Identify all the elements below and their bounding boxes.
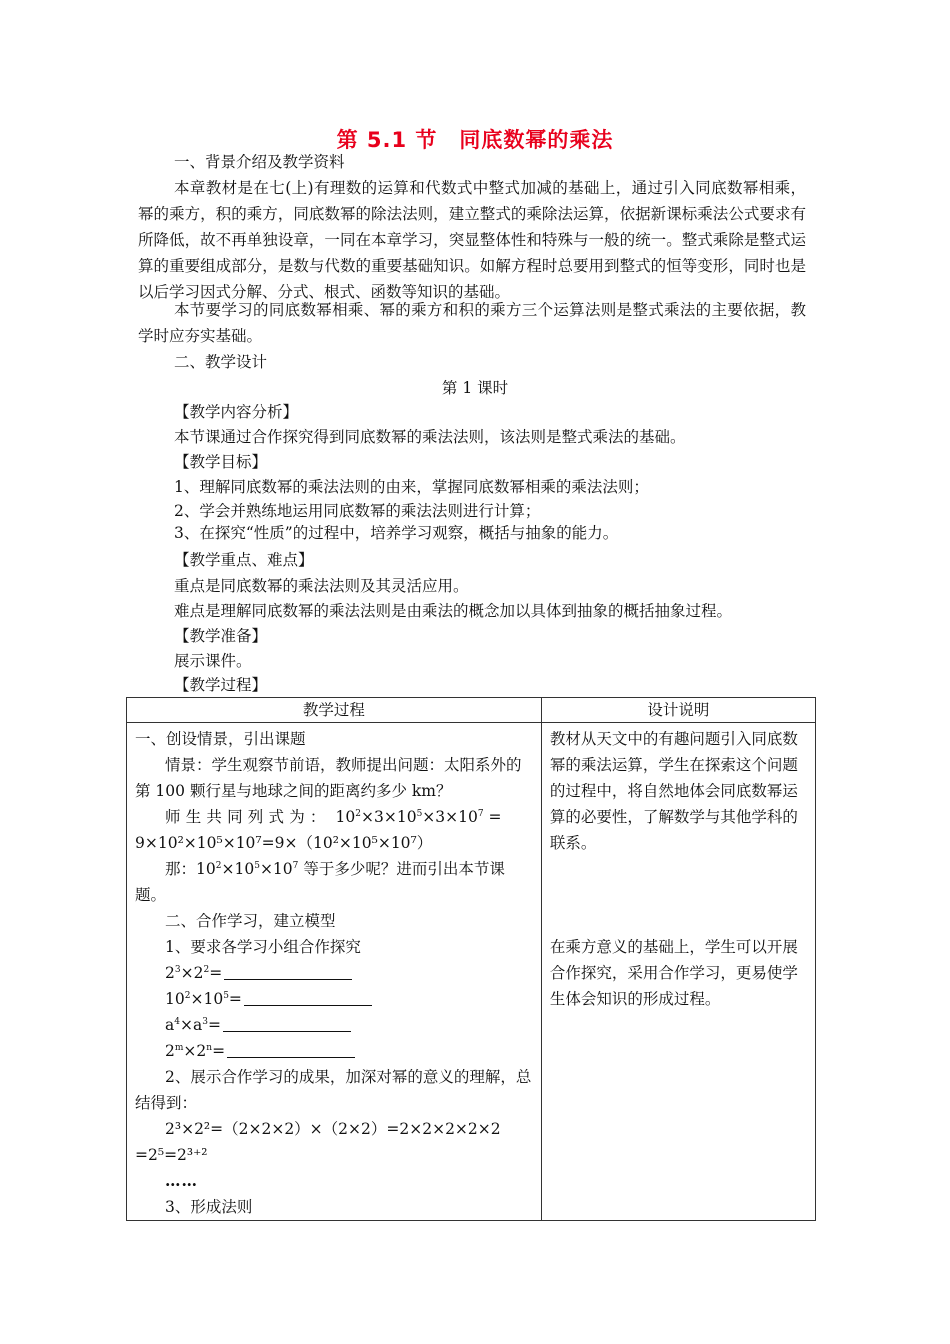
table-row xyxy=(127,723,816,1221)
phase-2-step-1: 1、要求各学习小组合作探究 xyxy=(165,938,361,956)
preparation-text: 展示课件。 xyxy=(174,652,252,670)
goal-item-3: 3、在探究“性质”的过程中，培养学习观察，概括与抽象的能力。 xyxy=(174,524,619,542)
goals-label: 【教学目标】 xyxy=(174,453,268,471)
design-note-2: 在乘方意义的基础上，学生可以开展合作探究，采用合作学习，更易使学生体会知识的形成过程。 xyxy=(549,938,798,1008)
phase-2-title: 二、合作学习，建立模型 xyxy=(165,912,336,930)
background-paragraph-2: 本节要学习的同底数幂相乘、幂的乘方和积的乘方三个运算法则是整式乘法的主要依据，教学时应夯实基础。 xyxy=(138,301,806,345)
answer-blank xyxy=(227,1041,355,1058)
process-cell xyxy=(127,723,542,1221)
phase-2-result-cont: =2⁵=2³⁺² xyxy=(135,1146,208,1164)
table-header-row xyxy=(127,698,816,723)
lesson-label: 第 1 课时 xyxy=(441,379,509,397)
background-paragraph-1: 本章教材是在七(上)有理数的运算和代数式中整式加减的基础上，通过引入同底数幂相乘，幂的乘方，积的乘方，同底数幂的除法法则，建立整式的乘除法运算，依据新课标乘法公式要求有所降低，故不再单独设章，一同在本章学习，突显整体性和特殊与一般的统一。整式乘除是整式运算的重要组成部分，是数与代数的重要基础知识。如解方程时总要用到整式的恒等变形，同时也是以后学习因式分解、分式、根式、函数等知识的基础。 xyxy=(138,179,806,301)
answer-blank xyxy=(223,1015,351,1032)
design-note-1: 教材从天文中的有趣问题引入同底数幂的乘法运算，学生在探索这个问题的过程中，将自然地体会同底数幂运算的必要性，了解数学与其他学科的联系。 xyxy=(549,730,798,852)
phase-3-title: 3、形成法则 xyxy=(165,1198,253,1216)
phase-1-title: 一、创设情景，引出课题 xyxy=(135,730,306,748)
phase-1-question: 那：$10^2\times 10^5\times 10^7$ 等于多少呢？进而引出本节课题。 xyxy=(135,860,505,904)
key-point-2: 难点是理解同底数幂的乘法法则是由乘法的概念加以具体到抽象的概括抽象过程。 xyxy=(174,602,733,620)
process-label: 【教学过程】 xyxy=(174,676,268,694)
notes-cell xyxy=(541,723,815,1221)
goal-item-2: 2、学会并熟练地运用同底数幂的乘法法则进行计算； xyxy=(174,502,541,520)
phase-1-equation: 师生共同列式为： $10^2\times 3\times 10^5\times 3\times 10^7$ = xyxy=(165,808,502,826)
exercise-4: $2^m\times 2^n=$ xyxy=(135,1038,535,1064)
content-analysis-label: 【教学内容分析】 xyxy=(174,403,299,421)
phase-1-text: 情景：学生观察节前语，教师提出问题：太阳系外的第 100 颗行星与地球之间的距离约多少 km？ xyxy=(135,756,522,800)
column-header-process: 教学过程 xyxy=(127,698,542,723)
phase-2-step-2: 2、展示合作学习的成果，加深对幂的意义的理解，总结得到： xyxy=(135,1068,532,1112)
ellipsis: …… xyxy=(165,1171,198,1190)
phase-2-result: 2³×2²=（2×2×2）×（2×2）=2×2×2×2×2 xyxy=(165,1120,501,1138)
goal-item-1: 1、理解同底数幂的乘法法则的由来，掌握同底数幂相乘的乘法法则； xyxy=(174,478,649,496)
preparation-label: 【教学准备】 xyxy=(174,627,268,645)
answer-blank xyxy=(224,963,352,980)
answer-blank xyxy=(244,989,372,1006)
phase-1-equation-cont: 9×10²×10⁵×10⁷=9×（10²×10⁵×10⁷） xyxy=(135,834,433,852)
key-points-label: 【教学重点、难点】 xyxy=(174,551,314,569)
content-analysis-text: 本节课通过合作探究得到同底数幂的乘法法则，该法则是整式乘法的基础。 xyxy=(174,428,686,446)
page-title: 第 5.1 节 同底数幂的乘法 xyxy=(336,128,614,152)
process-table xyxy=(126,697,816,1221)
section-heading-background: 一、背景介绍及教学资料 xyxy=(174,153,345,171)
exercise-2: $10^2\times 10^5=$ xyxy=(135,986,535,1012)
exercise-3: $a^4\times a^3=$ xyxy=(135,1012,535,1038)
column-header-notes: 设计说明 xyxy=(541,698,815,723)
key-point-1: 重点是同底数幂的乘法法则及其灵活应用。 xyxy=(174,577,469,595)
section-heading-design: 二、教学设计 xyxy=(174,353,268,371)
exercise-1: $2^3\times 2^2=$ xyxy=(135,960,535,986)
